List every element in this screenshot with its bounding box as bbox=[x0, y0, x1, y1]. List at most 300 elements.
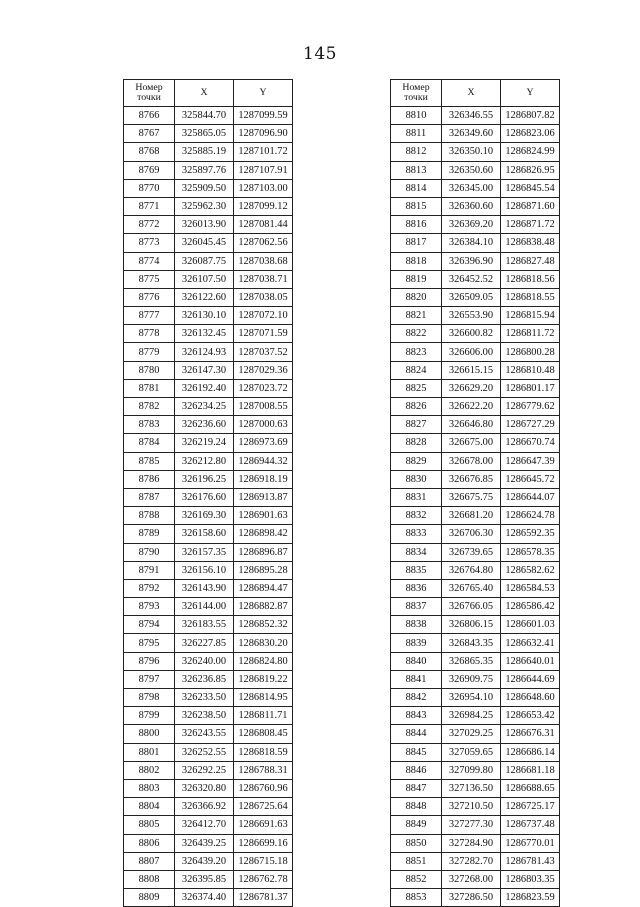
x-coordinate-cell: 326374.40 bbox=[175, 889, 234, 907]
table-row bbox=[391, 416, 560, 434]
point-number-cell: 8838 bbox=[391, 616, 442, 634]
table-row bbox=[124, 107, 293, 125]
point-number-cell: 8846 bbox=[391, 761, 442, 779]
y-coordinate-cell: 1286653.42 bbox=[501, 707, 560, 725]
y-coordinate-cell: 1286640.01 bbox=[501, 652, 560, 670]
point-number-cell: 8848 bbox=[391, 798, 442, 816]
table-row bbox=[391, 452, 560, 470]
x-coordinate-cell: 326227.85 bbox=[175, 634, 234, 652]
table-row bbox=[124, 234, 293, 252]
y-coordinate-cell: 1286727.29 bbox=[501, 416, 560, 434]
table-row bbox=[124, 507, 293, 525]
y-coordinate-cell: 1287038.68 bbox=[234, 252, 293, 270]
table-row bbox=[391, 507, 560, 525]
table-row bbox=[124, 416, 293, 434]
table-row bbox=[124, 379, 293, 397]
coordinates-table-left bbox=[123, 79, 293, 907]
x-coordinate-cell: 326629.20 bbox=[442, 379, 501, 397]
y-coordinate-cell: 1286823.59 bbox=[501, 889, 560, 907]
y-coordinate-cell: 1286582.62 bbox=[501, 561, 560, 579]
y-coordinate-cell: 1286624.78 bbox=[501, 507, 560, 525]
point-number-cell: 8808 bbox=[124, 870, 175, 888]
point-number-cell: 8830 bbox=[391, 470, 442, 488]
table-row bbox=[391, 234, 560, 252]
x-coordinate-cell: 326183.55 bbox=[175, 616, 234, 634]
table-row bbox=[391, 125, 560, 143]
y-coordinate-cell: 1286781.43 bbox=[501, 852, 560, 870]
coordinates-table-right bbox=[390, 79, 560, 907]
table-row bbox=[391, 343, 560, 361]
point-number-cell: 8783 bbox=[124, 416, 175, 434]
x-coordinate-cell: 326412.70 bbox=[175, 816, 234, 834]
point-number-cell: 8781 bbox=[124, 379, 175, 397]
table-row bbox=[124, 670, 293, 688]
point-number-cell: 8810 bbox=[391, 107, 442, 125]
table-row bbox=[124, 852, 293, 870]
y-coordinate-cell: 1286852.32 bbox=[234, 616, 293, 634]
x-coordinate-cell: 326678.00 bbox=[442, 452, 501, 470]
y-coordinate-cell: 1286823.06 bbox=[501, 125, 560, 143]
x-coordinate-cell: 325865.05 bbox=[175, 125, 234, 143]
x-coordinate-cell: 326384.10 bbox=[442, 234, 501, 252]
x-coordinate-cell: 326615.15 bbox=[442, 361, 501, 379]
point-number-cell: 8852 bbox=[391, 870, 442, 888]
table-row bbox=[124, 216, 293, 234]
x-coordinate-cell: 326646.80 bbox=[442, 416, 501, 434]
point-number-cell: 8809 bbox=[124, 889, 175, 907]
point-number-cell: 8853 bbox=[391, 889, 442, 907]
point-number-cell: 8796 bbox=[124, 652, 175, 670]
point-number-cell: 8779 bbox=[124, 343, 175, 361]
point-number-cell: 8780 bbox=[124, 361, 175, 379]
y-coordinate-cell: 1286973.69 bbox=[234, 434, 293, 452]
x-coordinate-cell: 326236.60 bbox=[175, 416, 234, 434]
x-coordinate-cell: 326553.90 bbox=[442, 307, 501, 325]
table-row bbox=[391, 652, 560, 670]
table-row bbox=[124, 870, 293, 888]
table-row bbox=[124, 307, 293, 325]
x-coordinate-cell: 326157.35 bbox=[175, 543, 234, 561]
y-coordinate-cell: 1287008.55 bbox=[234, 398, 293, 416]
y-coordinate-cell: 1286781.37 bbox=[234, 889, 293, 907]
y-coordinate-cell: 1286725.17 bbox=[501, 798, 560, 816]
table-row bbox=[391, 689, 560, 707]
y-coordinate-cell: 1286725.64 bbox=[234, 798, 293, 816]
point-number-cell: 8823 bbox=[391, 343, 442, 361]
x-coordinate-cell: 326107.50 bbox=[175, 270, 234, 288]
x-coordinate-cell: 327282.70 bbox=[442, 852, 501, 870]
table-row bbox=[391, 179, 560, 197]
y-coordinate-cell: 1286584.53 bbox=[501, 579, 560, 597]
table-row bbox=[124, 288, 293, 306]
point-number-cell: 8813 bbox=[391, 161, 442, 179]
point-number-cell: 8804 bbox=[124, 798, 175, 816]
header-x: X bbox=[442, 80, 501, 107]
x-coordinate-cell: 327029.25 bbox=[442, 725, 501, 743]
y-coordinate-cell: 1287103.00 bbox=[234, 179, 293, 197]
y-coordinate-cell: 1286918.19 bbox=[234, 470, 293, 488]
table-row bbox=[391, 852, 560, 870]
x-coordinate-cell: 327284.90 bbox=[442, 834, 501, 852]
header-y: Y bbox=[234, 80, 293, 107]
y-coordinate-cell: 1287062.56 bbox=[234, 234, 293, 252]
point-number-cell: 8786 bbox=[124, 470, 175, 488]
y-coordinate-cell: 1286691.63 bbox=[234, 816, 293, 834]
y-coordinate-cell: 1286818.55 bbox=[501, 288, 560, 306]
x-coordinate-cell: 326240.00 bbox=[175, 652, 234, 670]
x-coordinate-cell: 326369.20 bbox=[442, 216, 501, 234]
table-row bbox=[391, 252, 560, 270]
x-coordinate-cell: 326130.10 bbox=[175, 307, 234, 325]
y-coordinate-cell: 1286882.87 bbox=[234, 598, 293, 616]
point-number-cell: 8832 bbox=[391, 507, 442, 525]
table-row bbox=[391, 161, 560, 179]
point-number-cell: 8814 bbox=[391, 179, 442, 197]
y-coordinate-cell: 1286592.35 bbox=[501, 525, 560, 543]
y-coordinate-cell: 1286647.39 bbox=[501, 452, 560, 470]
y-coordinate-cell: 1286644.69 bbox=[501, 670, 560, 688]
x-coordinate-cell: 326176.60 bbox=[175, 488, 234, 506]
point-number-cell: 8803 bbox=[124, 779, 175, 797]
y-coordinate-cell: 1286824.80 bbox=[234, 652, 293, 670]
table-row bbox=[391, 616, 560, 634]
page-number: 145 bbox=[303, 44, 337, 64]
table-row bbox=[391, 398, 560, 416]
point-number-cell: 8829 bbox=[391, 452, 442, 470]
x-coordinate-cell: 327099.80 bbox=[442, 761, 501, 779]
y-coordinate-cell: 1286681.18 bbox=[501, 761, 560, 779]
y-coordinate-cell: 1286896.87 bbox=[234, 543, 293, 561]
table-row bbox=[124, 434, 293, 452]
x-coordinate-cell: 326452.52 bbox=[442, 270, 501, 288]
y-coordinate-cell: 1287029.36 bbox=[234, 361, 293, 379]
point-number-cell: 8826 bbox=[391, 398, 442, 416]
y-coordinate-cell: 1286686.14 bbox=[501, 743, 560, 761]
point-number-cell: 8850 bbox=[391, 834, 442, 852]
table-row bbox=[391, 216, 560, 234]
point-number-cell: 8840 bbox=[391, 652, 442, 670]
table-row bbox=[391, 543, 560, 561]
point-number-cell: 8777 bbox=[124, 307, 175, 325]
point-number-cell: 8789 bbox=[124, 525, 175, 543]
table-row bbox=[391, 288, 560, 306]
header-point-number: Номер точки bbox=[124, 80, 175, 107]
point-number-cell: 8828 bbox=[391, 434, 442, 452]
point-number-cell: 8834 bbox=[391, 543, 442, 561]
table-row bbox=[391, 434, 560, 452]
x-coordinate-cell: 326395.85 bbox=[175, 870, 234, 888]
y-coordinate-cell: 1286827.48 bbox=[501, 252, 560, 270]
y-coordinate-cell: 1286901.63 bbox=[234, 507, 293, 525]
point-number-cell: 8815 bbox=[391, 197, 442, 215]
y-coordinate-cell: 1286807.82 bbox=[501, 107, 560, 125]
point-number-cell: 8790 bbox=[124, 543, 175, 561]
table-row bbox=[124, 125, 293, 143]
table-row bbox=[124, 579, 293, 597]
point-number-cell: 8831 bbox=[391, 488, 442, 506]
x-coordinate-cell: 326013.90 bbox=[175, 216, 234, 234]
point-number-cell: 8812 bbox=[391, 143, 442, 161]
table-row bbox=[124, 470, 293, 488]
x-coordinate-cell: 326509.05 bbox=[442, 288, 501, 306]
x-coordinate-cell: 326122.60 bbox=[175, 288, 234, 306]
point-number-cell: 8805 bbox=[124, 816, 175, 834]
x-coordinate-cell: 326984.25 bbox=[442, 707, 501, 725]
table-row bbox=[124, 325, 293, 343]
x-coordinate-cell: 326675.00 bbox=[442, 434, 501, 452]
point-number-cell: 8770 bbox=[124, 179, 175, 197]
table-row bbox=[391, 361, 560, 379]
y-coordinate-cell: 1286824.99 bbox=[501, 143, 560, 161]
y-coordinate-cell: 1287038.05 bbox=[234, 288, 293, 306]
x-coordinate-cell: 326439.25 bbox=[175, 834, 234, 852]
y-coordinate-cell: 1287000.63 bbox=[234, 416, 293, 434]
table-row bbox=[124, 634, 293, 652]
table-row bbox=[391, 379, 560, 397]
y-coordinate-cell: 1286770.01 bbox=[501, 834, 560, 852]
x-coordinate-cell: 326675.75 bbox=[442, 488, 501, 506]
point-number-cell: 8807 bbox=[124, 852, 175, 870]
point-number-cell: 8839 bbox=[391, 634, 442, 652]
table-row bbox=[391, 143, 560, 161]
point-number-cell: 8821 bbox=[391, 307, 442, 325]
x-coordinate-cell: 326233.50 bbox=[175, 689, 234, 707]
table-row bbox=[124, 598, 293, 616]
x-coordinate-cell: 326764.80 bbox=[442, 561, 501, 579]
x-coordinate-cell: 326606.00 bbox=[442, 343, 501, 361]
point-number-cell: 8788 bbox=[124, 507, 175, 525]
x-coordinate-cell: 326158.60 bbox=[175, 525, 234, 543]
x-coordinate-cell: 327210.50 bbox=[442, 798, 501, 816]
y-coordinate-cell: 1286800.28 bbox=[501, 343, 560, 361]
y-coordinate-cell: 1286578.35 bbox=[501, 543, 560, 561]
table-row bbox=[391, 598, 560, 616]
y-coordinate-cell: 1286762.78 bbox=[234, 870, 293, 888]
table-row bbox=[124, 488, 293, 506]
y-coordinate-cell: 1287099.12 bbox=[234, 197, 293, 215]
y-coordinate-cell: 1286737.48 bbox=[501, 816, 560, 834]
point-number-cell: 8843 bbox=[391, 707, 442, 725]
x-coordinate-cell: 326600.82 bbox=[442, 325, 501, 343]
y-coordinate-cell: 1286845.54 bbox=[501, 179, 560, 197]
point-number-cell: 8819 bbox=[391, 270, 442, 288]
table-row bbox=[124, 689, 293, 707]
table-row bbox=[124, 343, 293, 361]
point-number-cell: 8822 bbox=[391, 325, 442, 343]
table-row bbox=[391, 270, 560, 288]
y-coordinate-cell: 1286830.20 bbox=[234, 634, 293, 652]
y-coordinate-cell: 1286815.94 bbox=[501, 307, 560, 325]
x-coordinate-cell: 326360.60 bbox=[442, 197, 501, 215]
table-row bbox=[124, 398, 293, 416]
table-row bbox=[124, 743, 293, 761]
x-coordinate-cell: 326169.30 bbox=[175, 507, 234, 525]
point-number-cell: 8793 bbox=[124, 598, 175, 616]
table-row bbox=[391, 307, 560, 325]
table-row bbox=[124, 652, 293, 670]
point-number-cell: 8824 bbox=[391, 361, 442, 379]
x-coordinate-cell: 326350.60 bbox=[442, 161, 501, 179]
table-row bbox=[124, 616, 293, 634]
table-row bbox=[391, 779, 560, 797]
y-coordinate-cell: 1286944.32 bbox=[234, 452, 293, 470]
point-number-cell: 8776 bbox=[124, 288, 175, 306]
x-coordinate-cell: 326196.25 bbox=[175, 470, 234, 488]
x-coordinate-cell: 326252.55 bbox=[175, 743, 234, 761]
y-coordinate-cell: 1287071.59 bbox=[234, 325, 293, 343]
point-number-cell: 8835 bbox=[391, 561, 442, 579]
table-row bbox=[391, 670, 560, 688]
x-coordinate-cell: 326144.00 bbox=[175, 598, 234, 616]
point-number-cell: 8816 bbox=[391, 216, 442, 234]
table-row bbox=[391, 798, 560, 816]
point-number-cell: 8768 bbox=[124, 143, 175, 161]
y-coordinate-cell: 1286632.41 bbox=[501, 634, 560, 652]
point-number-cell: 8837 bbox=[391, 598, 442, 616]
y-coordinate-cell: 1286586.42 bbox=[501, 598, 560, 616]
point-number-cell: 8845 bbox=[391, 743, 442, 761]
table-row bbox=[391, 761, 560, 779]
y-coordinate-cell: 1286826.95 bbox=[501, 161, 560, 179]
x-coordinate-cell: 326234.25 bbox=[175, 398, 234, 416]
y-coordinate-cell: 1287072.10 bbox=[234, 307, 293, 325]
x-coordinate-cell: 326346.55 bbox=[442, 107, 501, 125]
table-row bbox=[391, 834, 560, 852]
x-coordinate-cell: 326350.10 bbox=[442, 143, 501, 161]
x-coordinate-cell: 326706.30 bbox=[442, 525, 501, 543]
point-number-cell: 8844 bbox=[391, 725, 442, 743]
y-coordinate-cell: 1286699.16 bbox=[234, 834, 293, 852]
point-number-cell: 8836 bbox=[391, 579, 442, 597]
y-coordinate-cell: 1286801.17 bbox=[501, 379, 560, 397]
table-row bbox=[391, 197, 560, 215]
table-row bbox=[124, 834, 293, 852]
table-row bbox=[124, 143, 293, 161]
x-coordinate-cell: 326156.10 bbox=[175, 561, 234, 579]
point-number-cell: 8771 bbox=[124, 197, 175, 215]
point-number-cell: 8847 bbox=[391, 779, 442, 797]
x-coordinate-cell: 325909.50 bbox=[175, 179, 234, 197]
point-number-cell: 8791 bbox=[124, 561, 175, 579]
y-coordinate-cell: 1286838.48 bbox=[501, 234, 560, 252]
table-row bbox=[124, 543, 293, 561]
table-row bbox=[391, 561, 560, 579]
table-row bbox=[124, 816, 293, 834]
x-coordinate-cell: 326865.35 bbox=[442, 652, 501, 670]
table-row bbox=[391, 725, 560, 743]
point-number-cell: 8769 bbox=[124, 161, 175, 179]
table-row bbox=[391, 107, 560, 125]
table-row bbox=[124, 779, 293, 797]
y-coordinate-cell: 1287107.91 bbox=[234, 161, 293, 179]
y-coordinate-cell: 1286898.42 bbox=[234, 525, 293, 543]
table-row bbox=[391, 816, 560, 834]
x-coordinate-cell: 325844.70 bbox=[175, 107, 234, 125]
point-number-cell: 8811 bbox=[391, 125, 442, 143]
table-row bbox=[124, 161, 293, 179]
point-number-cell: 8782 bbox=[124, 398, 175, 416]
point-number-cell: 8792 bbox=[124, 579, 175, 597]
x-coordinate-cell: 326147.30 bbox=[175, 361, 234, 379]
x-coordinate-cell: 327136.50 bbox=[442, 779, 501, 797]
x-coordinate-cell: 326320.80 bbox=[175, 779, 234, 797]
point-number-cell: 8795 bbox=[124, 634, 175, 652]
table-row bbox=[124, 179, 293, 197]
y-coordinate-cell: 1286895.28 bbox=[234, 561, 293, 579]
point-number-cell: 8767 bbox=[124, 125, 175, 143]
point-number-cell: 8799 bbox=[124, 707, 175, 725]
point-number-cell: 8849 bbox=[391, 816, 442, 834]
table-row bbox=[391, 325, 560, 343]
point-number-cell: 8766 bbox=[124, 107, 175, 125]
point-number-cell: 8775 bbox=[124, 270, 175, 288]
point-number-cell: 8851 bbox=[391, 852, 442, 870]
x-coordinate-cell: 326143.90 bbox=[175, 579, 234, 597]
x-coordinate-cell: 326622.20 bbox=[442, 398, 501, 416]
point-number-cell: 8787 bbox=[124, 488, 175, 506]
y-coordinate-cell: 1286601.03 bbox=[501, 616, 560, 634]
y-coordinate-cell: 1287037.52 bbox=[234, 343, 293, 361]
point-number-cell: 8818 bbox=[391, 252, 442, 270]
y-coordinate-cell: 1286818.56 bbox=[501, 270, 560, 288]
point-number-cell: 8798 bbox=[124, 689, 175, 707]
y-coordinate-cell: 1286670.74 bbox=[501, 434, 560, 452]
table-row bbox=[124, 252, 293, 270]
table-row bbox=[391, 870, 560, 888]
point-number-cell: 8794 bbox=[124, 616, 175, 634]
table-header-row bbox=[124, 80, 293, 107]
y-coordinate-cell: 1286814.95 bbox=[234, 689, 293, 707]
table-row bbox=[124, 361, 293, 379]
y-coordinate-cell: 1287096.90 bbox=[234, 125, 293, 143]
y-coordinate-cell: 1286676.31 bbox=[501, 725, 560, 743]
y-coordinate-cell: 1286803.35 bbox=[501, 870, 560, 888]
point-number-cell: 8785 bbox=[124, 452, 175, 470]
table-row bbox=[391, 889, 560, 907]
point-number-cell: 8817 bbox=[391, 234, 442, 252]
table-row bbox=[124, 725, 293, 743]
x-coordinate-cell: 325962.30 bbox=[175, 197, 234, 215]
table-row bbox=[124, 798, 293, 816]
point-number-cell: 8797 bbox=[124, 670, 175, 688]
x-coordinate-cell: 326243.55 bbox=[175, 725, 234, 743]
y-coordinate-cell: 1286644.07 bbox=[501, 488, 560, 506]
y-coordinate-cell: 1286715.18 bbox=[234, 852, 293, 870]
x-coordinate-cell: 326345.00 bbox=[442, 179, 501, 197]
table-row bbox=[124, 452, 293, 470]
point-number-cell: 8841 bbox=[391, 670, 442, 688]
y-coordinate-cell: 1286788.31 bbox=[234, 761, 293, 779]
y-coordinate-cell: 1287101.72 bbox=[234, 143, 293, 161]
y-coordinate-cell: 1287099.59 bbox=[234, 107, 293, 125]
y-coordinate-cell: 1286779.62 bbox=[501, 398, 560, 416]
x-coordinate-cell: 326954.10 bbox=[442, 689, 501, 707]
y-coordinate-cell: 1286688.65 bbox=[501, 779, 560, 797]
table-row bbox=[391, 707, 560, 725]
x-coordinate-cell: 326045.45 bbox=[175, 234, 234, 252]
x-coordinate-cell: 327059.65 bbox=[442, 743, 501, 761]
y-coordinate-cell: 1286818.59 bbox=[234, 743, 293, 761]
x-coordinate-cell: 326238.50 bbox=[175, 707, 234, 725]
table-row bbox=[124, 707, 293, 725]
y-coordinate-cell: 1287038.71 bbox=[234, 270, 293, 288]
table-row bbox=[124, 761, 293, 779]
y-coordinate-cell: 1286808.45 bbox=[234, 725, 293, 743]
x-coordinate-cell: 326739.65 bbox=[442, 543, 501, 561]
y-coordinate-cell: 1286648.60 bbox=[501, 689, 560, 707]
x-coordinate-cell: 326132.45 bbox=[175, 325, 234, 343]
x-coordinate-cell: 325897.76 bbox=[175, 161, 234, 179]
